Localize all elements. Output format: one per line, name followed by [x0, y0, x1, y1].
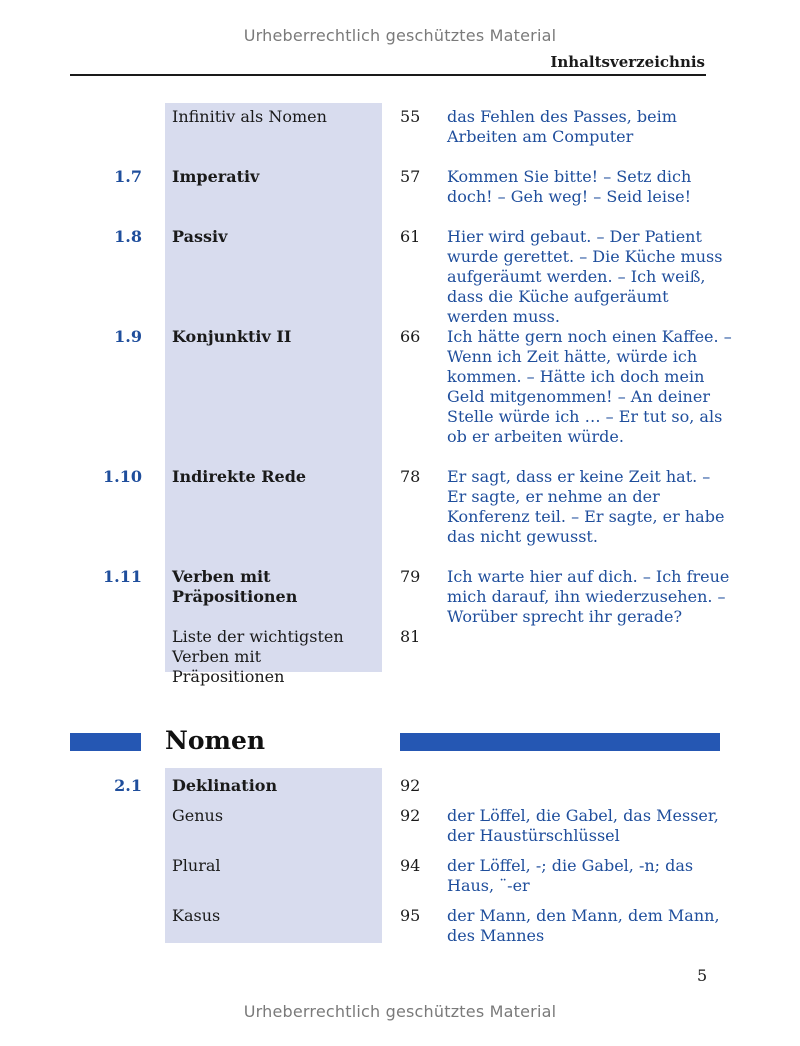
example-text: der Mann, den Mann, dem Mann, des Mannes [447, 906, 720, 945]
topic-label: Kasus [172, 906, 221, 925]
section-number: 1.9 [114, 327, 142, 346]
topic-label: Indirekte Rede [172, 467, 307, 486]
page-number: 92 [400, 806, 421, 825]
page-number: 61 [400, 227, 421, 246]
header-rule [70, 74, 706, 76]
example-text: das Fehlen des Passes, beim Arbeiten am Computer [447, 107, 677, 146]
example-text: Er sagt, dass er keine Zeit hat. – Er sagte, er nehme an der Konferenz teil. – Er sagte, er habe das nicht gewusst. [447, 467, 725, 546]
watermark-bottom: Urheberrechtlich geschütztes Material [243, 1002, 557, 1021]
example-text: der Löffel, die Gabel, das Messer, der Haustürschlüssel [447, 806, 719, 845]
section-bar-right [400, 733, 720, 751]
topic-label: Liste der wichtigsten Verben mit Präpositionen [172, 627, 344, 686]
section-number: 1.7 [114, 167, 142, 186]
example-text: Ich warte hier auf dich. – Ich freue mich darauf, ihn wiederzusehen. – Worüber sprecht ihr gerade? [447, 567, 730, 626]
topic-label: Verben mit Präpositionen [172, 567, 298, 606]
page-number: 95 [400, 906, 421, 925]
page-number: 81 [400, 627, 421, 646]
example-text: Kommen Sie bitte! – Setz dich doch! – Geh weg! – Seid leise! [447, 167, 692, 206]
section-number: 2.1 [114, 776, 142, 795]
section-number: 1.8 [114, 227, 142, 246]
topic-label: Passiv [172, 227, 228, 246]
example-text: der Löffel, -; die Gabel, -n; das Haus, ¨-er [447, 856, 694, 895]
section-bar-left [70, 733, 141, 751]
page-number: 55 [400, 107, 421, 126]
watermark-top: Urheberrechtlich geschütztes Material [243, 26, 557, 45]
topic-label: Genus [172, 806, 224, 825]
topic-label: Deklination [172, 776, 278, 795]
section-title: Nomen [165, 726, 266, 755]
page-number: 66 [400, 327, 421, 346]
page-number: 57 [400, 167, 421, 186]
page-number: 79 [400, 567, 421, 586]
example-text: Ich hätte gern noch einen Kaffee. – Wenn ich Zeit hätte, würde ich kommen. – Hätte ich doch mein Geld mitgenommen! – An deiner Stelle würde ich … – Er tut so, als ob er arbeiten würde. [447, 327, 732, 446]
section-number: 1.10 [103, 467, 142, 486]
page-number: 78 [400, 467, 421, 486]
page-number: 92 [400, 776, 421, 795]
topic-label: Infinitiv als Nomen [172, 107, 327, 126]
page-folio: 5 [697, 966, 708, 985]
example-text: Hier wird gebaut. – Der Patient wurde gerettet. – Die Küche muss aufgeräumt werden. – Ich weiß, dass die Küche aufgeräumt werden muss. [447, 227, 723, 326]
section-number: 1.11 [103, 567, 142, 586]
running-head: Inhaltsverzeichnis [550, 53, 705, 71]
topic-label: Imperativ [172, 167, 260, 186]
topic-label: Konjunktiv II [172, 327, 292, 346]
topic-label: Plural [172, 856, 221, 875]
page-number: 94 [400, 856, 421, 875]
